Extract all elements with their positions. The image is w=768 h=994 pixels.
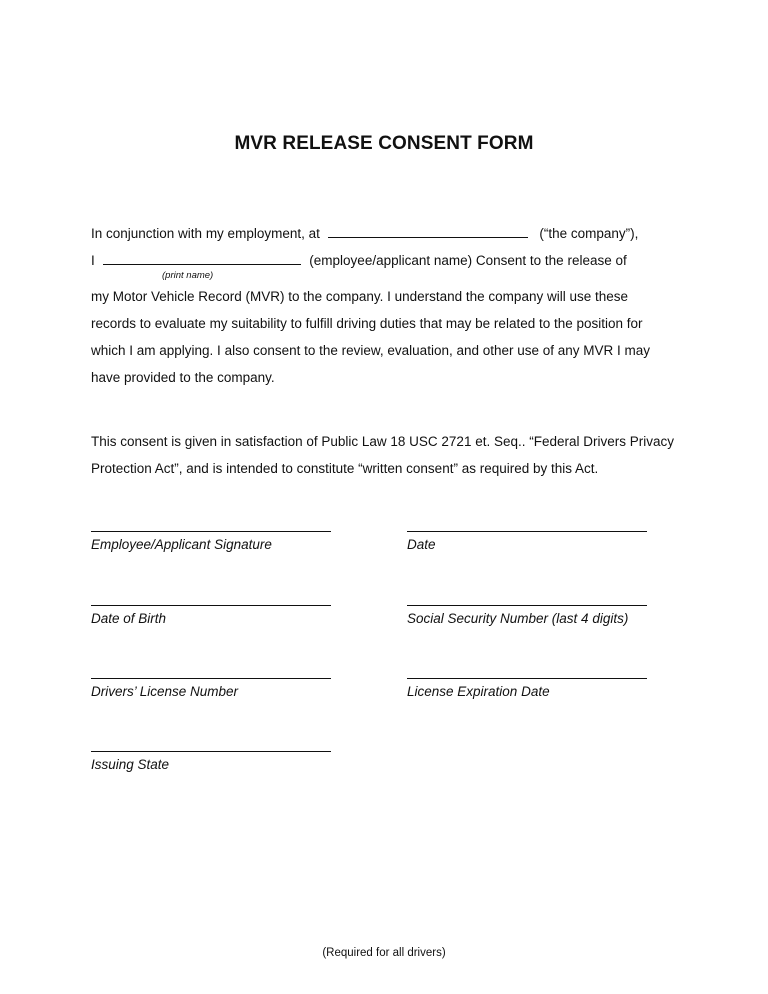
- license-expiration-field: [407, 678, 647, 699]
- form-title: MVR RELEASE CONSENT FORM: [234, 133, 534, 154]
- consent-paragraph-line: which I am applying. I also consent to the review, evaluation, and other use of any MVR I may: [91, 343, 651, 358]
- issuing-state-line[interactable]: [91, 751, 331, 752]
- signature-field: [91, 531, 331, 552]
- footer-note: (Required for all drivers): [322, 947, 446, 959]
- dob-label: Date of Birth: [91, 611, 167, 626]
- intro-line-1-start: In conjunction with my employment, at: [91, 226, 320, 241]
- issuing-state-label: Issuing State: [91, 757, 170, 772]
- consent-paragraph-line: have provided to the company.: [91, 370, 275, 385]
- license-expiration-label: License Expiration Date: [407, 684, 550, 699]
- print-name-blank[interactable]: [103, 252, 301, 265]
- license-number-field: [91, 678, 331, 699]
- consent-paragraph: [91, 283, 650, 391]
- intro-line-2-start: I: [91, 253, 95, 268]
- intro-line-1: [91, 220, 638, 247]
- license-expiration-line[interactable]: [407, 678, 647, 679]
- consent-paragraph-line: records to evaluate my suitability to fulfill driving duties that may be related to the position for: [91, 316, 643, 331]
- intro-line-1-end: (“the company”),: [539, 226, 639, 241]
- intro-line-2-end: (employee/applicant name) Consent to the release of: [309, 253, 627, 268]
- ssn-field: [407, 605, 647, 626]
- law-paragraph-line: Protection Act”, and is intended to constitute “written consent” as required by this Act.: [91, 461, 599, 476]
- date-line[interactable]: [407, 531, 647, 532]
- date-field: [407, 531, 647, 552]
- ssn-line[interactable]: [407, 605, 647, 606]
- date-label: Date: [407, 537, 436, 552]
- law-paragraph-line: This consent is given in satisfaction of Public Law 18 USC 2721 et. Seq.. “Federal Drivers Privacy: [91, 434, 675, 449]
- license-number-label: Drivers’ License Number: [91, 684, 239, 699]
- company-name-blank[interactable]: [328, 225, 528, 238]
- dob-line[interactable]: [91, 605, 331, 606]
- consent-paragraph-line: my Motor Vehicle Record (MVR) to the company. I understand the company will use these: [91, 289, 628, 304]
- print-name-label: (print name): [162, 270, 214, 281]
- license-number-line[interactable]: [91, 678, 331, 679]
- signature-line[interactable]: [91, 531, 331, 532]
- signature-label: Employee/Applicant Signature: [91, 537, 272, 552]
- issuing-state-field: [91, 751, 331, 772]
- ssn-label: Social Security Number (last 4 digits): [407, 611, 629, 626]
- dob-field: [91, 605, 331, 626]
- law-paragraph: [91, 428, 674, 482]
